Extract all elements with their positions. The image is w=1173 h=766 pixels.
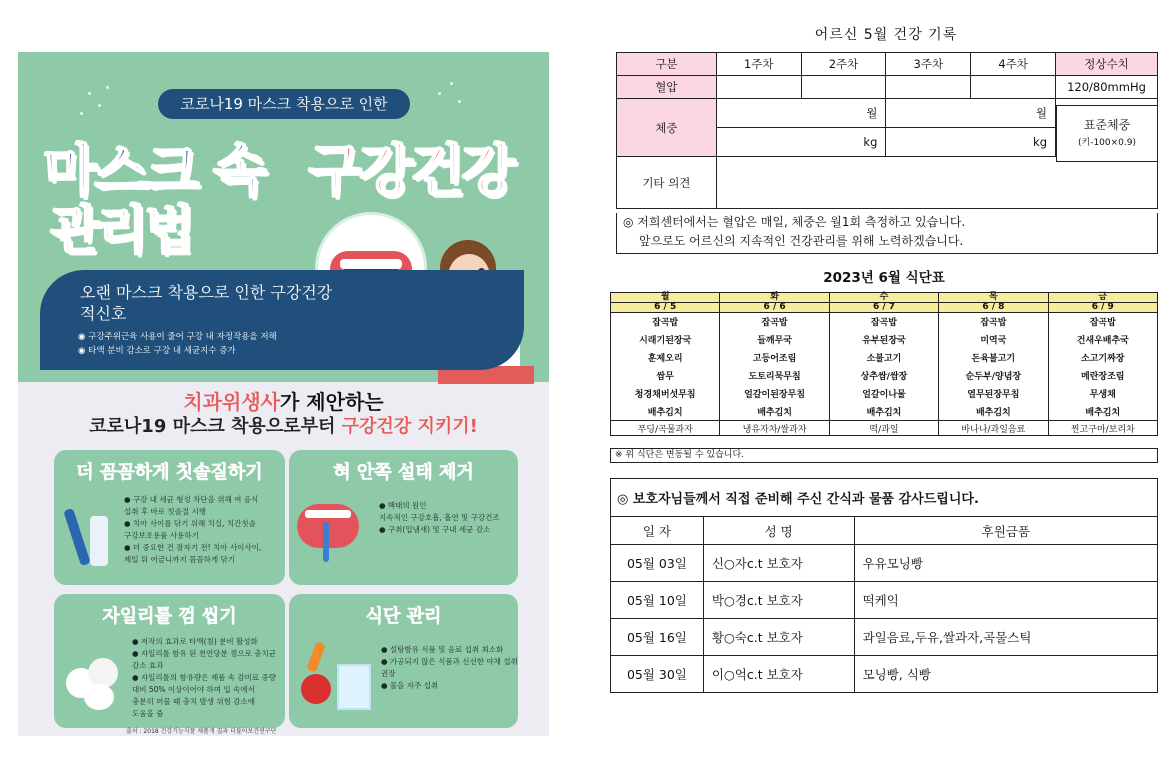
weight-normal-label: 표준체중 <box>1083 118 1131 132</box>
menu-dish-row <box>611 385 1158 403</box>
menu-cell: 떡/과일 <box>829 421 938 436</box>
donation-cell: 떡케익 <box>854 582 1157 619</box>
day-cell: 화 <box>720 293 829 303</box>
menu-cell: 건새우배추국 <box>1048 331 1157 349</box>
poster-title-care: 관리법 <box>50 201 192 261</box>
tip-card-body <box>132 636 276 720</box>
donation-header-row <box>611 479 1158 517</box>
sparkle-icon <box>98 104 101 107</box>
tip-card-body <box>379 500 500 536</box>
unit-label: 월 <box>866 106 878 120</box>
row-label: 체중 <box>617 99 717 157</box>
bp-week-cell[interactable] <box>886 76 971 99</box>
menu-cell: 청경채버섯무침 <box>611 385 720 403</box>
menu-cell: 배추김치 <box>829 403 938 421</box>
donation-row <box>611 656 1158 693</box>
menu-note: ※ 위 식단은 변동될 수 있습니다. <box>610 448 1158 463</box>
menu-cell: 소불고기 <box>829 349 938 367</box>
menu-cell: 배추김치 <box>720 403 829 421</box>
donation-cell: 우유모닝빵 <box>854 545 1157 582</box>
menu-cell: 미역국 <box>939 331 1048 349</box>
menu-cell: 유부된장국 <box>829 331 938 349</box>
menu-cell: 냉유자차/쌀과자 <box>720 421 829 436</box>
tip-line: ● 더 중요한 건 잠자기 전! 치아 사이사이, <box>124 543 262 552</box>
bp-week-cell[interactable] <box>801 76 886 99</box>
tip-line: 권장 <box>381 669 396 678</box>
tip-card-title: 더 꼼꼼하게 칫솔질하기 <box>76 462 263 483</box>
donation-cell: 과일음료,두유,쌀과자,곡물스틱 <box>854 619 1157 656</box>
donation-header: ◎ 보호자님들께서 직접 준비해 주신 간식과 물품 감사드립니다. <box>611 479 1158 517</box>
blood-pressure-row <box>617 76 1158 99</box>
header-cell: 1주차 <box>716 53 801 76</box>
menu-cell: 잡곡밥 <box>1048 313 1157 331</box>
note-line: 앞으로도 어르신의 지속적인 건강관리를 위해 노력하겠습니다. <box>639 234 964 248</box>
menu-cell: 얼갈이나물 <box>829 385 938 403</box>
unit-label: kg <box>863 135 878 149</box>
menu-cell: 상추쌈/쌈장 <box>829 367 938 385</box>
subtitle-text: 가 제안하는 <box>280 390 384 414</box>
donation-column-row <box>611 517 1158 545</box>
bp-week-cell[interactable] <box>971 76 1056 99</box>
tip-line: 충분히 머물 때 충치 발생 위험 감소에 <box>132 697 255 706</box>
menu-table <box>610 292 1158 436</box>
day-cell: 금 <box>1048 293 1157 303</box>
menu-cell: 고등어조림 <box>720 349 829 367</box>
subtitle-text: 코로나19 마스크 착용으로부터 <box>89 416 336 437</box>
row-label: 혈압 <box>617 76 717 99</box>
menu-cell: 들깨무국 <box>720 331 829 349</box>
bp-week-cell[interactable] <box>716 76 801 99</box>
sparkle-icon <box>88 92 91 95</box>
subtitle-highlight: 치과위생사 <box>183 390 281 414</box>
row-label: 기타 의견 <box>617 157 717 209</box>
tip-line: 지속적인 구강호흡, 흡연 및 구강건조 <box>379 513 500 522</box>
unit-label: 월 <box>1035 106 1048 120</box>
tip-line: 감소 효과 <box>132 661 164 670</box>
tip-line: ● 가공되지 않은 식품과 신선한 야채 섭취 <box>381 657 518 666</box>
weight-month-cell[interactable] <box>886 99 1056 128</box>
menu-date-row <box>611 303 1158 313</box>
menu-cell: 잡곡밥 <box>611 313 720 331</box>
menu-cell: 잡곡밥 <box>829 313 938 331</box>
tip-line: 구강보조용품 사용하기 <box>124 531 199 540</box>
donation-cell: 05월 03일 <box>611 545 704 582</box>
donation-cell: 신○자c.t 보호자 <box>703 545 854 582</box>
tip-line: ● 설탕함유 식품 및 음료 섭취 최소화 <box>381 645 504 654</box>
date-cell: 6 / 9 <box>1048 303 1157 313</box>
donation-cell: 05월 10일 <box>611 582 704 619</box>
menu-cell: 훈제오리 <box>611 349 720 367</box>
menu-dish-row <box>611 367 1158 385</box>
tip-card-body <box>124 494 261 566</box>
donation-row <box>611 545 1158 582</box>
day-cell: 월 <box>611 293 720 303</box>
poster-pill-label: 코로나19 마스크 착용으로 인한 <box>158 89 410 119</box>
tip-line: 도움을 줌 <box>132 709 164 718</box>
menu-day-row <box>611 293 1158 303</box>
menu-cell: 배추김치 <box>611 403 720 421</box>
sparkle-icon <box>80 112 83 115</box>
menu-dish-row <box>611 313 1158 331</box>
note-line: ◎ 저희센터에서는 혈압은 매일, 체중은 월1회 측정하고 있습니다. <box>623 215 966 229</box>
other-opinion-row <box>617 157 1158 209</box>
tip-line: 섭취 후 바로 칫솔질 시행 <box>124 507 206 516</box>
sparkle-icon <box>458 100 461 103</box>
donation-table <box>610 478 1158 693</box>
poster-title-oral: 구강건강 <box>308 139 513 204</box>
poster-title-mask: 마스크 속 <box>43 139 264 204</box>
warning-heading: 오랜 마스크 착용으로 인한 구강건강 적신호 <box>80 283 333 323</box>
donation-cell: 이○억c.t 보호자 <box>703 656 854 693</box>
menu-dish-row <box>611 349 1158 367</box>
sparkle-icon <box>106 86 109 89</box>
tip-card-tongue <box>289 450 518 585</box>
day-cell: 수 <box>829 293 938 303</box>
date-cell: 6 / 5 <box>611 303 720 313</box>
day-cell: 목 <box>939 293 1048 303</box>
poster-subtitle-2 <box>18 412 549 438</box>
menu-cell: 잡곡밥 <box>720 313 829 331</box>
donation-cell: 05월 30일 <box>611 656 704 693</box>
tip-card-diet <box>289 594 518 728</box>
donation-row <box>611 582 1158 619</box>
menu-cell: 무생채 <box>1048 385 1157 403</box>
menu-cell: 배추김치 <box>939 403 1048 421</box>
menu-cell: 푸딩/곡물과자 <box>611 421 720 436</box>
menu-cell: 시래기된장국 <box>611 331 720 349</box>
column-header: 후원금품 <box>854 517 1157 545</box>
donation-cell: 황○숙c.t 보호자 <box>703 619 854 656</box>
tip-card-xylitol <box>54 594 285 728</box>
tip-line: ● 물을 자주 섭취 <box>381 681 439 690</box>
health-record-note <box>616 213 1158 254</box>
date-cell: 6 / 8 <box>939 303 1048 313</box>
dental-poster <box>18 52 549 736</box>
bp-normal-value: 120/80mmHg <box>1056 76 1158 99</box>
health-record-title: 어르신 5월 건강 기록 <box>814 27 958 43</box>
tip-line: 대비 50% 이상이어야 하며 입 속에서 <box>132 685 255 694</box>
other-opinion-cell[interactable] <box>716 157 1157 209</box>
tip-line: ● 백태의 원인 <box>379 501 427 510</box>
weight-kg-cell[interactable] <box>716 128 886 157</box>
tip-line: ● 자일리톨 함유 된 천연당분 껌으로 충치균 <box>132 649 277 658</box>
tip-line: ● 저작의 효과로 타액(침) 분비 활성화 <box>132 637 258 646</box>
menu-cell: 도토리묵무침 <box>720 367 829 385</box>
donation-cell: 05월 16일 <box>611 619 704 656</box>
menu-cell: 얼갈이된장무침 <box>720 385 829 403</box>
donation-cell: 박○경c.t 보호자 <box>703 582 854 619</box>
warning-panel <box>40 270 524 370</box>
weight-month-cell[interactable] <box>716 99 886 128</box>
poster-subtitle-1 <box>18 386 549 415</box>
column-header: 일 자 <box>611 517 704 545</box>
poster-source: 출처 : 2018 건강기능식품 제품개 결과 더불어보건연구단 <box>126 728 277 735</box>
tip-card-title: 식단 관리 <box>365 606 442 627</box>
weight-normal-formula: (키-100×0.9) <box>1078 138 1136 148</box>
header-cell: 2주차 <box>801 53 886 76</box>
date-cell: 6 / 6 <box>720 303 829 313</box>
menu-cell: 열무된장무침 <box>939 385 1048 403</box>
sparkle-icon <box>438 92 441 95</box>
menu-cell: 순두부/양념장 <box>939 367 1048 385</box>
warning-bullet: ◉ 타액 분비 감소로 구강 내 세균지수 증가 <box>78 346 236 356</box>
menu-cell: 찐고구마/보리차 <box>1048 421 1157 436</box>
header-cell: 구분 <box>617 53 717 76</box>
menu-snack-row <box>611 421 1158 436</box>
menu-cell: 메란장조림 <box>1048 367 1157 385</box>
toothbrush-icon <box>66 502 110 572</box>
health-header-row <box>617 53 1158 76</box>
menu-cell: 돈육불고기 <box>939 349 1048 367</box>
tip-line: ● 구강 내 세균 형성 차단을 위해 여 음식 <box>124 495 259 504</box>
tip-card-title: 혀 안쪽 설태 제거 <box>333 462 474 483</box>
gum-icon <box>66 650 126 710</box>
tip-line: ● 구취(입냄새) 및 구내 세균 감소 <box>379 525 491 534</box>
menu-cell: 배추김치 <box>1048 403 1157 421</box>
donation-row <box>611 619 1158 656</box>
warning-bullets <box>78 330 348 358</box>
menu-cell: 바나나/과일음료 <box>939 421 1048 436</box>
warning-bullet: ◉ 구강주위근육 사용이 줄어 구강 내 자정작용을 저해 <box>78 332 277 342</box>
menu-cell: 쌈무 <box>611 367 720 385</box>
menu-cell: 잡곡밥 <box>939 313 1048 331</box>
unit-label: kg <box>1033 135 1048 149</box>
tip-card-body <box>381 644 518 692</box>
tip-card-title: 자일리톨 껌 씹기 <box>102 606 237 627</box>
weight-normal-value <box>1056 105 1158 162</box>
fruit-and-water-icon <box>297 634 377 724</box>
sparkle-icon <box>450 82 453 85</box>
donation-cell: 모닝빵, 식빵 <box>854 656 1157 693</box>
header-cell: 정상수치 <box>1056 53 1158 76</box>
menu-cell: 소고기짜장 <box>1048 349 1157 367</box>
weight-kg-cell[interactable] <box>886 128 1056 157</box>
column-header: 성 명 <box>703 517 854 545</box>
tip-line: ● 치아 사이를 닦기 위해 치실, 치간칫솔 <box>124 519 256 528</box>
tip-line: ● 자일리톨의 함유량은 제품 속 감미료 중량 <box>132 673 277 682</box>
tongue-cleaner-icon <box>297 504 359 548</box>
menu-dish-row <box>611 331 1158 349</box>
menu-title: 2023년 6월 식단표 <box>823 270 945 286</box>
header-cell: 3주차 <box>886 53 971 76</box>
subtitle-highlight: 구강건강 지키기! <box>341 416 478 437</box>
header-cell: 4주차 <box>971 53 1056 76</box>
tip-card-brushing <box>54 450 285 585</box>
menu-dish-row <box>611 403 1158 421</box>
tip-line: 제일 뒤 어금니까지 꼼꼼하게 닦기 <box>124 555 235 564</box>
date-cell: 6 / 7 <box>829 303 938 313</box>
